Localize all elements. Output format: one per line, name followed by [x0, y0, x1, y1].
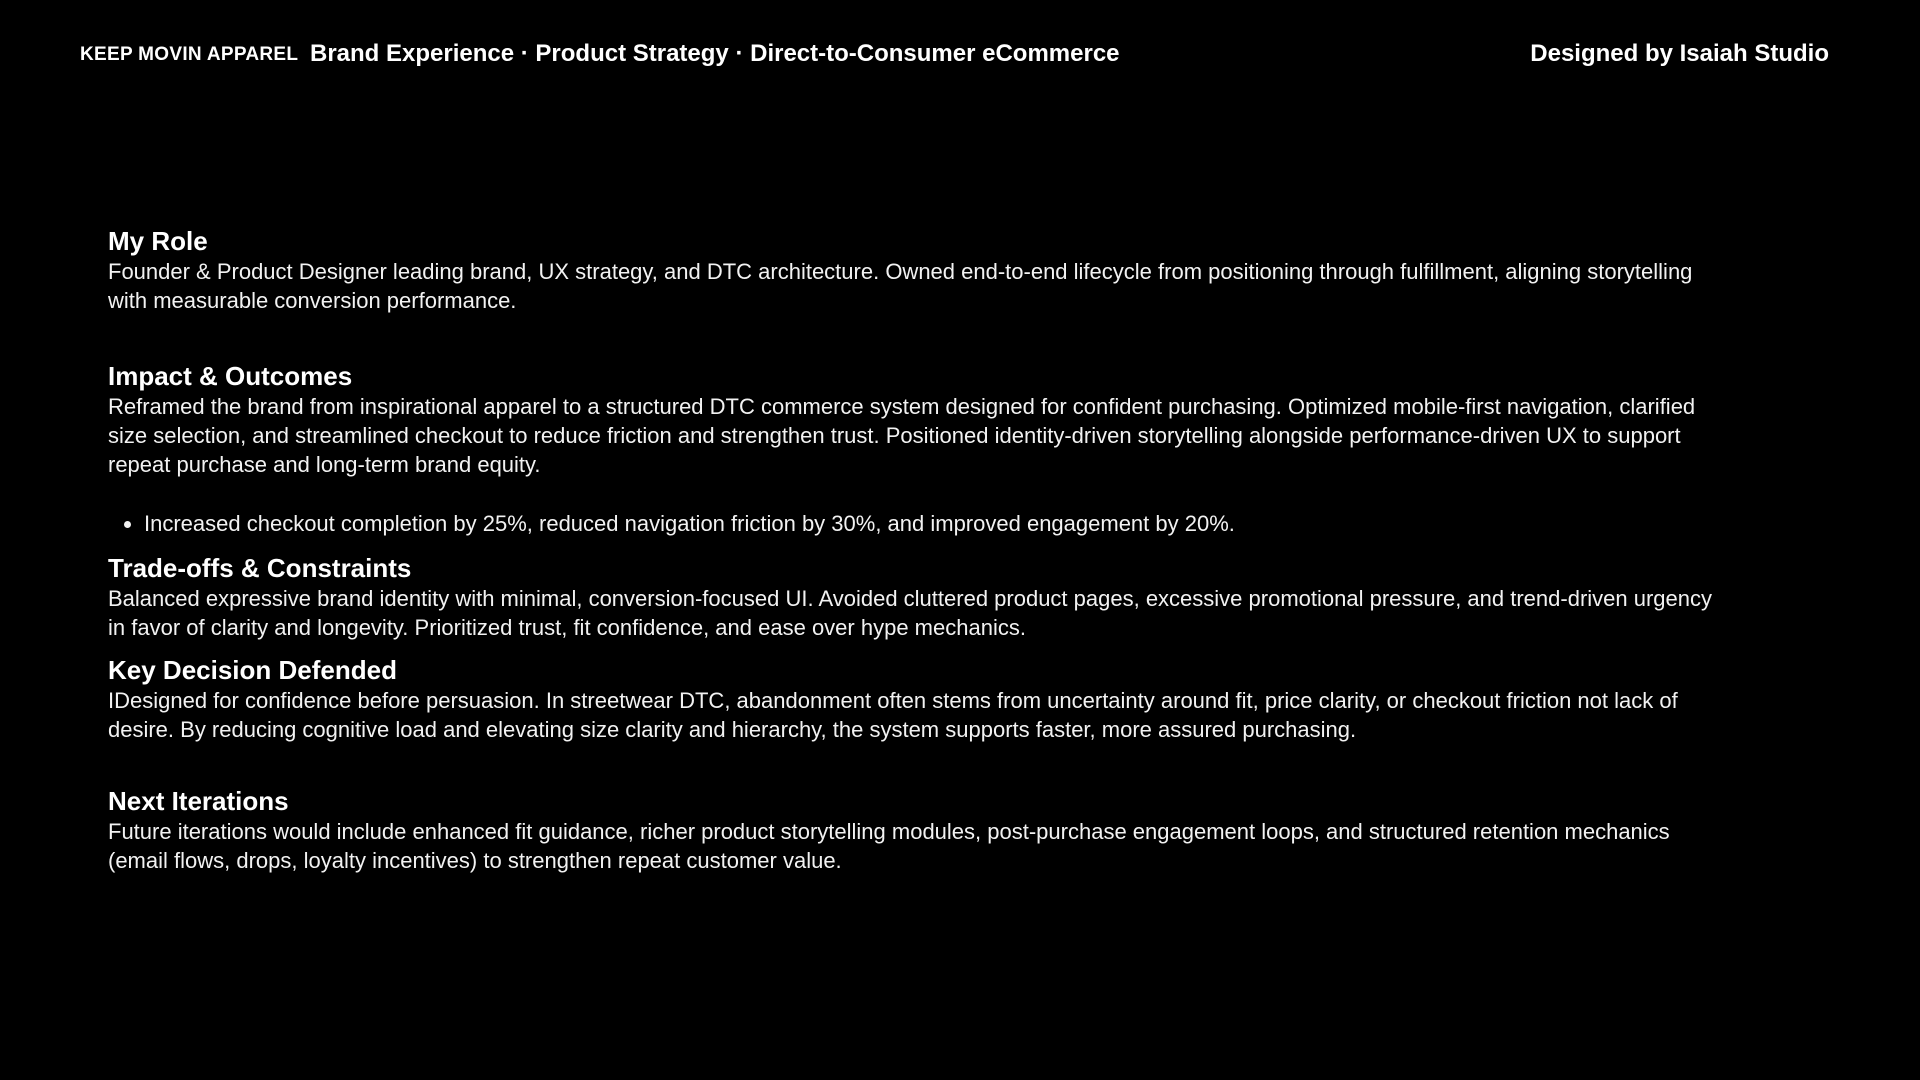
- page-header: [0, 0, 1920, 108]
- case-study-content: [108, 225, 1728, 875]
- section-my-role: [108, 225, 1728, 315]
- designer-credit: Designed by Isaiah Studio: [1530, 40, 1829, 67]
- section-body: Future iterations would include enhanced fit guidance, richer product storytelling modules, post-purchase engagement loops, and structured retention mechanics (email flows, drops, loyalty incentives) to strengthen repeat customer value.: [108, 819, 1670, 873]
- section-body: Founder & Product Designer leading brand, UX strategy, and DTC architecture. Owned end-to-end lifecycle from positioning through fulfillment, aligning storytelling with measurable conversion performance.: [108, 259, 1693, 313]
- section-body: IDesigned for confidence before persuasion. In streetwear DTC, abandonment often stems from uncertainty around fit, price clarity, or checkout friction not lack of desire. By reducing cognitive load and elevating size clarity and hierarchy, the system supports faster, more assured purchasing.: [108, 688, 1678, 742]
- section-title: Key Decision Defended: [108, 655, 397, 685]
- section-body: Balanced expressive brand identity with minimal, conversion-focused UI. Avoided cluttered product pages, excessive promotional pressure, and trend-driven urgency in favor of clarity and longevity. Prioritized trust, fit confidence, and ease over hype mechanics.: [108, 586, 1713, 640]
- section-title: Impact & Outcomes: [108, 361, 353, 391]
- section-impact-outcomes: [108, 360, 1728, 538]
- section-title: Next Iterations: [108, 786, 289, 816]
- section-key-decision: [108, 654, 1728, 744]
- section-title: My Role: [108, 226, 208, 256]
- impact-bullet-list: [108, 509, 1728, 538]
- section-body: Reframed the brand from inspirational apparel to a structured DTC commerce system designed for confident purchasing. Optimized mobile-first navigation, clarified size selection, and streamlined checkout to reduce friction and strengthen trust. Positioned identity-driven storytelling alongside performance-driven UX to support repeat purchase and long-term brand equity.: [108, 394, 1696, 477]
- section-title: Trade-offs & Constraints: [108, 553, 412, 583]
- list-item: • Increased checkout completion by 25%, reduced navigation friction by 30%, and improved engagement by 20%.: [144, 509, 1728, 538]
- section-tradeoffs-constraints: [108, 552, 1728, 642]
- brand-name: KEEP MOVIN APPAREL: [80, 44, 299, 65]
- section-next-iterations: [108, 785, 1728, 875]
- project-tagline: Brand Experience · Product Strategy · Direct-to-Consumer eCommerce: [310, 40, 1120, 67]
